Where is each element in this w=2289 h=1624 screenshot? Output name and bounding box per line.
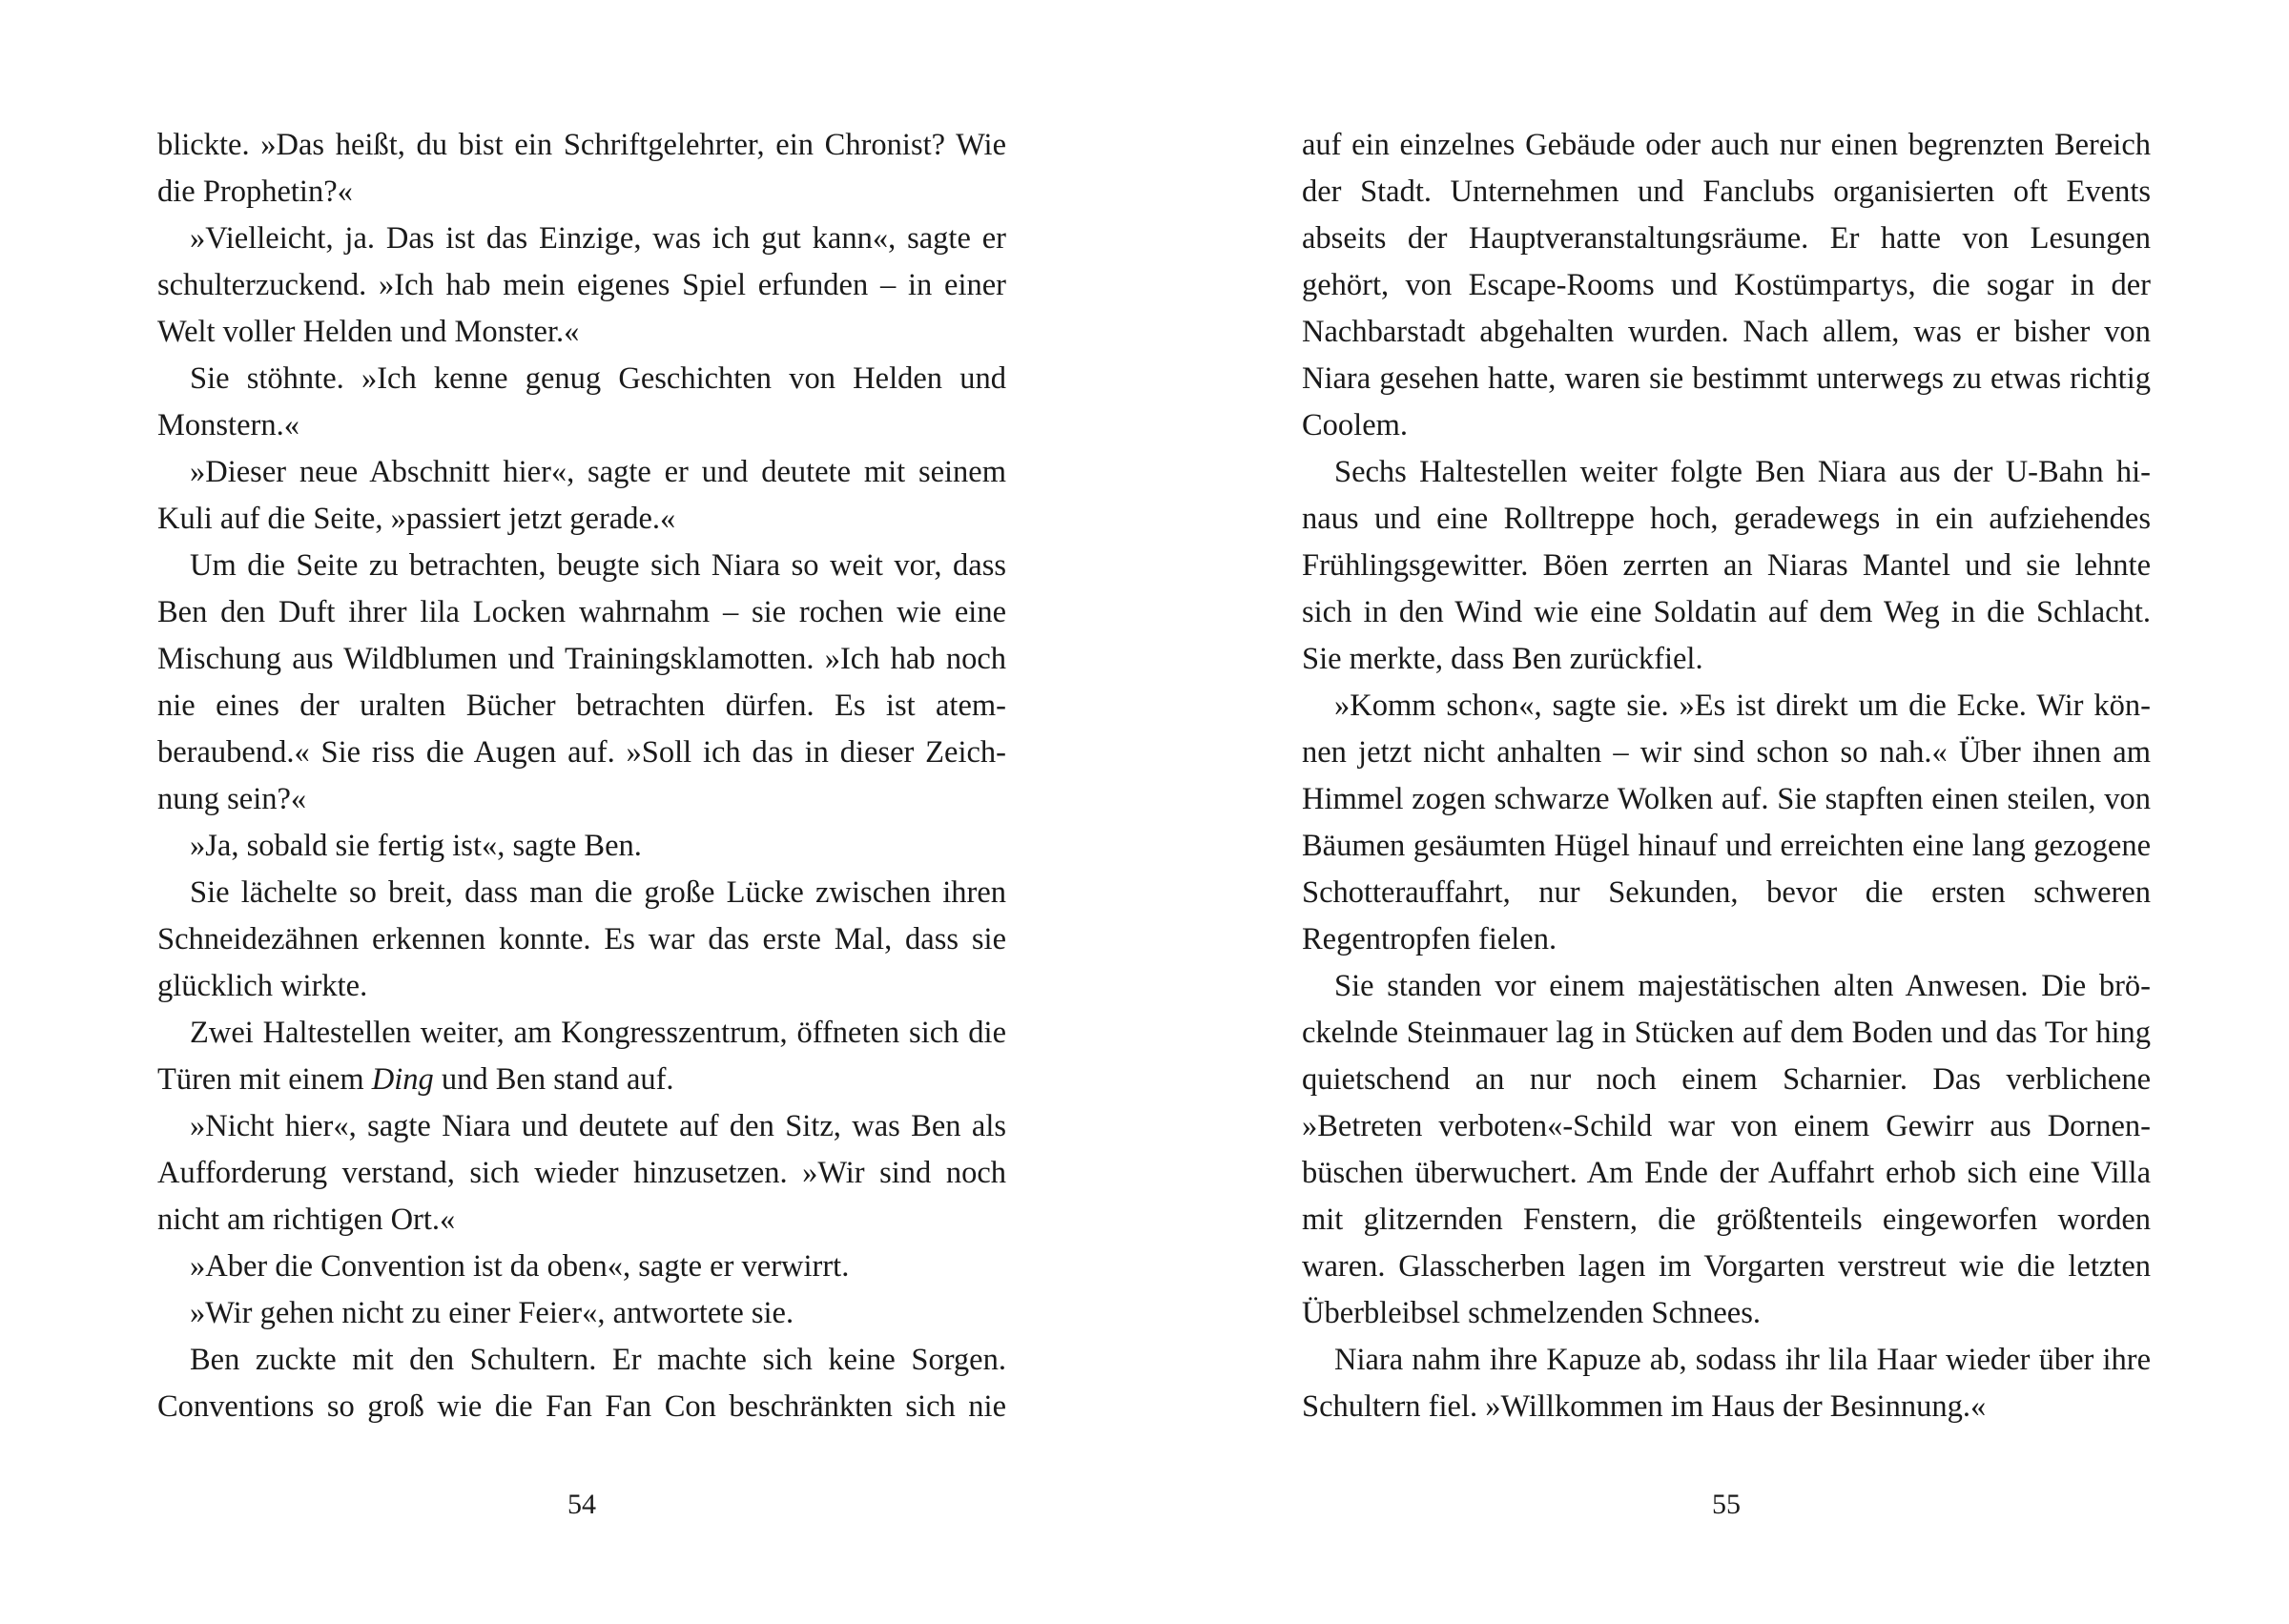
paragraph: »Vielleicht, ja. Das ist das Einzige, was ich gut kann«, sagte er schulterzuckend. »Ich hab mein eigenes Spiel erfunden – in einer Welt voller Helden und Monster.«: [157, 221, 1006, 349]
paragraph: Sie stöhnte. »Ich kenne genug Geschichten von Helden und Monstern.«: [157, 361, 1006, 442]
right-page: [1144, 0, 2289, 1624]
paragraph-text: Zwei Haltestellen weiter, am Kongresszentrum, öffneten sich die Türen mit einem: [157, 1016, 1006, 1097]
paragraph: Niara nahm ihre Kapuze ab, sodass ihr lila Haar wieder über ihre Schultern fiel. »Willkommen im Haus der Besinnung.«: [1302, 1343, 2151, 1424]
page-number: 54: [567, 1489, 596, 1520]
page-number: 55: [1712, 1489, 1741, 1520]
paragraph: »Aber die Convention ist da oben«, sagte er verwirrt.: [190, 1249, 850, 1284]
paragraph: »Dieser neue Abschnitt hier«, sagte er und deutete mit seinem Kuli auf die Seite, »passiert jetzt gerade.«: [157, 455, 1006, 536]
paragraph: blickte. »Das heißt, du bist ein Schriftgelehrter, ein Chronist? Wie die Prophetin?«: [157, 128, 1006, 209]
left-page: [0, 0, 1144, 1624]
left-page-text: [157, 122, 1006, 1430]
paragraph: Sie standen vor einem majestätischen alten Anwesen. Die bröckelnde Steinmauer lag in Stücken auf dem Boden und das Tor hing quietschend an nur noch einem Scharnier. Das verblichene »Betreten verboten«-Schild war von einem Gewirr aus Dornenbüschen überwuchert. Am Ende der Auffahrt erhob sich eine Villa mit glitzernden Fenstern, die größtenteils eingeworfen worden waren. Glasscherben lagen im Vorgarten verstreut wie die letzten Überbleibsel schmelzenden Schnees.: [1302, 969, 2151, 1330]
paragraph: Um die Seite zu betrachten, beugte sich Niara so weit vor, dass Ben den Duft ihrer lila Locken wahrnahm – sie rochen wie eine Mischung aus Wildblumen und Trainingsklamotten. »Ich hab noch nie eines der uralten Bücher betrachten dürfen. Es ist atemberaubend.« Sie riss die Augen auf. »Soll ich das in dieser Zeichnung sein?«: [157, 548, 1006, 816]
paragraph: »Komm schon«, sagte sie. »Es ist direkt um die Ecke. Wir können jetzt nicht anhalten – wir sind schon so nah.« Über ihnen am Himmel zogen schwarze Wolken auf. Sie stapften einen steilen, von Bäumen gesäumten Hügel hinauf und erreichten eine lang gezogene Schotterauffahrt, nur Sekunden, bevor die ersten schweren Regentropfen fielen.: [1302, 689, 2151, 956]
right-page-text: [1302, 122, 2151, 1430]
paragraph: Sie lächelte so breit, dass man die große Lücke zwischen ihren Schneidezähnen erkennen konnte. Es war das erste Mal, dass sie glücklich wirkte.: [157, 875, 1006, 1003]
paragraph: Ben zuckte mit den Schultern. Er machte sich keine Sorgen. Conventions so groß wie die Fan Fan Con beschränkten sich nie: [157, 1343, 1006, 1424]
paragraph: auf ein einzelnes Gebäude oder auch nur einen begrenzten Bereich der Stadt. Unternehmen und Fanclubs organisierten oft Events abseits der Hauptveranstaltungsräume. Er hatte von Lesungen gehört, von Escape-Rooms und Kostümpartys, die sogar in der Nachbarstadt abgehalten wurden. Nach allem, was er bisher von Niara gesehen hatte, waren sie bestimmt unterwegs zu etwas richtig Coolem.: [1302, 128, 2151, 442]
paragraph-text: und Ben stand auf.: [441, 1062, 674, 1097]
emphasis-text: Ding: [371, 1062, 434, 1097]
paragraph: Sechs Haltestellen weiter folgte Ben Niara aus der U-Bahn hinaus und eine Rolltreppe hoch, geradewegs in ein aufziehendes Frühlingsgewitter. Böen zerrten an Niaras Mantel und sie lehnte sich in den Wind wie eine Soldatin auf dem Weg in die Schlacht. Sie merkte, dass Ben zurückfiel.: [1302, 455, 2151, 676]
paragraph: [157, 1010, 1006, 1103]
paragraph: »Nicht hier«, sagte Niara und deutete auf den Sitz, was Ben als Aufforderung verstand, sich wieder hinzusetzen. »Wir sind noch nicht am richtigen Ort.«: [157, 1109, 1006, 1237]
paragraph: »Ja, sobald sie fertig ist«, sagte Ben.: [190, 829, 642, 863]
paragraph: »Wir gehen nicht zu einer Feier«, antwortete sie.: [190, 1296, 794, 1330]
